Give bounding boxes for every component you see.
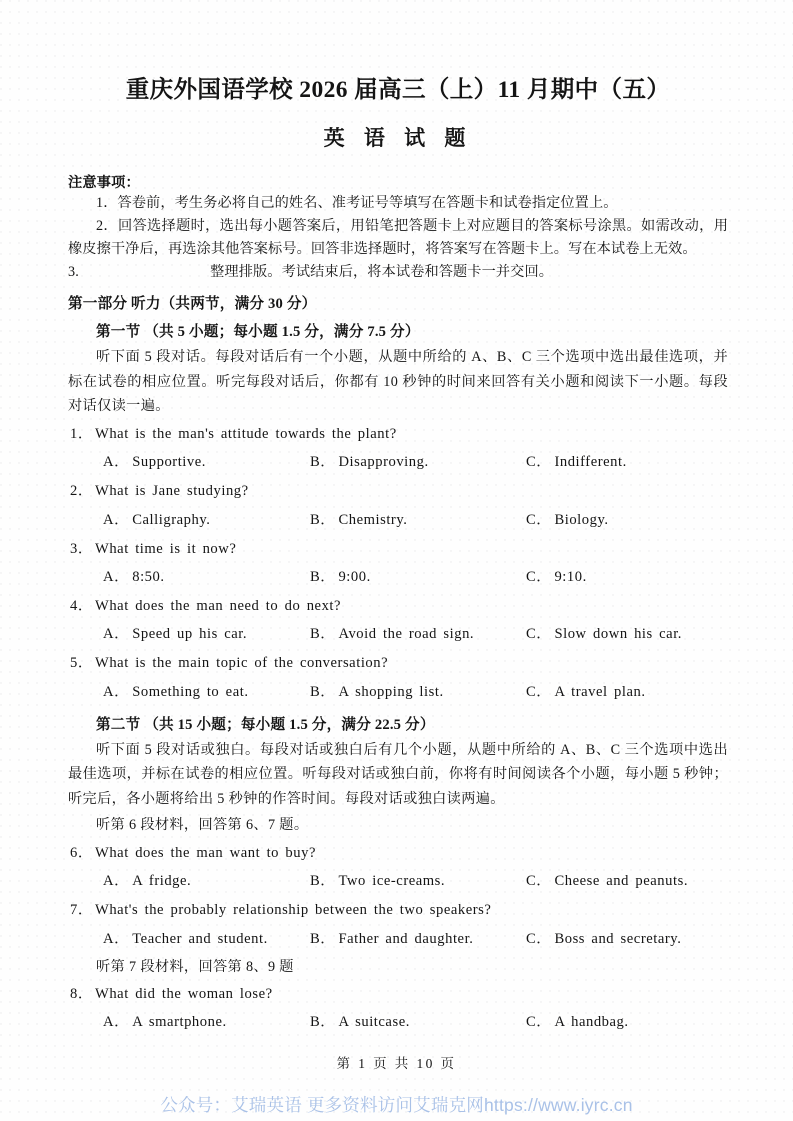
option-c[interactable] — [526, 925, 681, 953]
option-text: Speed up his car. — [132, 626, 248, 643]
question-text: What does the man need to do next? — [95, 598, 342, 614]
option-label: A． — [103, 930, 130, 947]
option-label: B． — [310, 930, 336, 947]
option-label: B． — [310, 626, 336, 643]
option-label: A． — [103, 569, 130, 585]
note-item-1: 1．答卷前，考生务必将自己的姓名、准考证号等填写在答题卡和试卷指定位置上。 — [96, 195, 618, 212]
option-text: A suitcase. — [338, 1014, 410, 1031]
question-options — [68, 678, 728, 706]
option-label: C． — [526, 454, 552, 471]
option-text: A handbag. — [554, 1014, 629, 1031]
option-text: Father and daughter. — [338, 930, 474, 947]
notes-heading: 注意事项： — [68, 175, 140, 192]
option-label: A． — [103, 683, 130, 700]
option-label: C． — [526, 873, 552, 890]
option-label: C． — [526, 626, 552, 643]
option-label: C． — [526, 930, 552, 947]
question-text: What is the main topic of the conversation? — [95, 655, 389, 672]
section-two-heading: 第二节 （共 15 小题；每小题 1.5 分，满分 22.5 分） — [96, 716, 435, 733]
option-b[interactable] — [310, 867, 445, 895]
option-label: A． — [103, 454, 130, 471]
question-5 — [68, 649, 728, 705]
page-footer — [0, 1052, 793, 1072]
part-one-heading: 第一部分 听力（共两节，满分 30 分） — [68, 296, 317, 313]
question-stem — [68, 535, 728, 563]
option-label: B． — [310, 511, 336, 528]
option-text: Biology. — [554, 511, 609, 528]
option-text: Indifferent. — [554, 454, 627, 471]
option-label: A． — [103, 1014, 130, 1031]
option-text: Cheese and peanuts. — [554, 873, 689, 890]
question-text: What did the woman lose? — [95, 985, 273, 1002]
option-text: Something to eat. — [132, 683, 249, 700]
option-c[interactable] — [526, 563, 587, 591]
material-6-label: 听第 6 段材料，回答第 6、7 题。 — [96, 817, 309, 834]
question-number: 5． — [70, 655, 93, 672]
question-number: 4． — [70, 598, 93, 614]
question-text: What is Jane studying? — [95, 483, 249, 500]
option-text: 8:50. — [132, 569, 165, 585]
page-content — [68, 0, 728, 1036]
page-title: 重庆外国语学校 2026 届高三（上）11 月期中（五） — [125, 77, 671, 103]
option-label: B． — [310, 569, 336, 585]
option-text: Slow down his car. — [554, 626, 683, 643]
option-label: C． — [526, 511, 552, 528]
option-b[interactable] — [310, 678, 444, 706]
option-c[interactable] — [526, 448, 627, 476]
note-item-3: 3. 整理排版。考试结束后，将本试卷和答题卡一并交回。 — [68, 264, 554, 281]
option-text: Two ice-creams. — [338, 873, 446, 890]
option-text: 9:10. — [554, 569, 587, 585]
option-text: A smartphone. — [132, 1014, 227, 1031]
option-c[interactable] — [526, 867, 688, 895]
question-options — [68, 1008, 728, 1036]
note-item-2: 2．回答选择题时，选出每小题答案后，用铅笔把答题卡上对应题目的答案标号涂黑。如需改动，用橡皮擦干净后，再选涂其他答案标号。回答非选择题时，将答案写在答题卡上。写在本试卷上无效。 — [68, 218, 728, 258]
question-options — [68, 448, 728, 476]
option-a[interactable] — [103, 1008, 227, 1036]
option-text: 9:00. — [338, 569, 371, 585]
option-c[interactable] — [526, 678, 646, 706]
question-stem — [68, 980, 728, 1008]
option-a[interactable] — [103, 925, 268, 953]
option-text: A fridge. — [132, 873, 192, 890]
option-c[interactable] — [526, 506, 609, 534]
question-options — [68, 506, 728, 534]
question-1 — [68, 420, 728, 476]
question-number: 3． — [70, 540, 93, 557]
option-label: B． — [310, 454, 336, 471]
option-a[interactable] — [103, 867, 191, 895]
option-label: C． — [526, 683, 552, 700]
question-stem — [68, 649, 728, 677]
question-4 — [68, 592, 728, 648]
option-b[interactable] — [310, 925, 473, 953]
question-text: What time is it now? — [95, 540, 237, 557]
option-label: B． — [310, 1014, 336, 1031]
option-label: B． — [310, 873, 336, 890]
option-text: Calligraphy. — [132, 511, 211, 528]
option-text: A shopping list. — [338, 683, 444, 700]
option-a[interactable] — [103, 563, 165, 591]
question-number: 7． — [70, 902, 93, 919]
watermark: 公众号：艾瑞英语 更多资料访问艾瑞克网https://www.iyrc.cn — [160, 1095, 633, 1115]
option-c[interactable] — [526, 620, 682, 648]
question-text: What is the man's attitude towards the plant? — [95, 425, 397, 442]
option-a[interactable] — [103, 678, 249, 706]
option-text: Chemistry. — [338, 511, 408, 528]
question-3 — [68, 535, 728, 591]
question-options — [68, 925, 728, 953]
page-number-label: 第 1 页 共 10 页 — [336, 1056, 457, 1071]
question-stem — [68, 477, 728, 505]
question-6 — [68, 839, 728, 895]
option-b[interactable] — [310, 448, 429, 476]
question-options — [68, 563, 728, 591]
question-stem — [68, 896, 728, 924]
option-text: Avoid the road sign. — [338, 626, 475, 643]
question-number: 6． — [70, 844, 93, 861]
option-label: A． — [103, 626, 130, 643]
option-text: Disapproving. — [338, 454, 429, 471]
section-one-heading: 第一节 （共 5 小题；每小题 1.5 分，满分 7.5 分） — [96, 324, 420, 341]
question-options — [68, 620, 728, 648]
question-stem — [68, 839, 728, 867]
question-stem — [68, 420, 728, 448]
question-options — [68, 867, 728, 895]
question-2 — [68, 477, 728, 533]
question-8 — [68, 980, 728, 1036]
question-number: 8． — [70, 985, 93, 1002]
question-number: 1． — [70, 425, 93, 442]
option-b[interactable] — [310, 1008, 410, 1036]
option-label: A． — [103, 511, 130, 528]
option-label: A． — [103, 873, 130, 890]
section-one-directions: 听下面 5 段对话。每段对话后有一个小题，从题中所给的 A、B、C 三个选项中选出最佳选项，并标在试卷的相应位置。听完每段对话后，你都有 10 秒钟的时间来回答有关小题和阅读下一小题。每段对话仅读一遍。 — [68, 349, 728, 415]
option-a[interactable] — [103, 620, 247, 648]
question-text: What does the man want to buy? — [95, 844, 316, 861]
question-7 — [68, 896, 728, 952]
option-c[interactable] — [526, 1008, 629, 1036]
option-text: Supportive. — [132, 454, 206, 471]
option-a[interactable] — [103, 448, 206, 476]
option-text: Boss and secretary. — [554, 930, 682, 947]
option-label: C． — [526, 569, 552, 585]
option-b[interactable] — [310, 563, 371, 591]
option-b[interactable] — [310, 506, 407, 534]
option-label: B． — [310, 683, 336, 700]
option-text: Teacher and student. — [132, 930, 268, 947]
question-stem — [68, 592, 728, 620]
page-subtitle: 英 语 试 题 — [323, 126, 473, 151]
material-7-label: 听第 7 段材料，回答第 8、9 题 — [96, 958, 294, 975]
option-text: A travel plan. — [554, 683, 646, 700]
question-number: 2． — [70, 483, 93, 500]
option-label: C． — [526, 1014, 552, 1031]
option-a[interactable] — [103, 506, 210, 534]
section-two-directions: 听下面 5 段对话或独白。每段对话或独白后有几个小题，从题中所给的 A、B、C 三个选项中选出最佳选项，并标在试卷的相应位置。听每段对话或独白前，你将有时间阅读各个小题，每小题 5 秒钟；听完后，各小题将给出 5 秒钟的作答时间。每段对话或独白读两遍。 — [68, 741, 728, 807]
option-b[interactable] — [310, 620, 474, 648]
question-text: What's the probably relationship between the two speakers? — [95, 902, 492, 919]
